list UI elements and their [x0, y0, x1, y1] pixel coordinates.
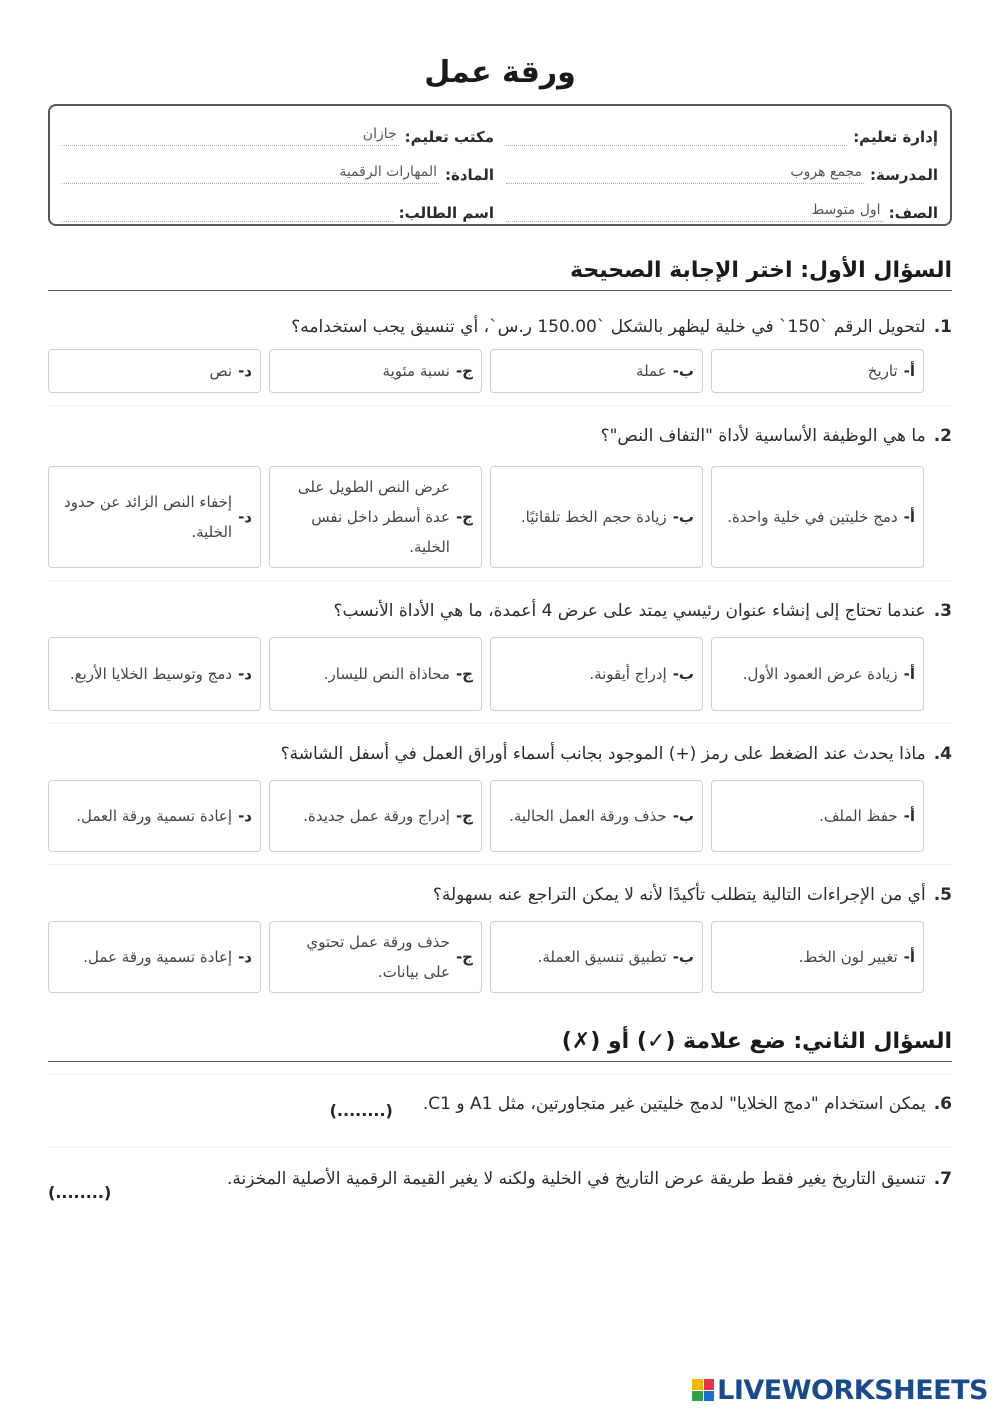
- option-b[interactable]: [490, 349, 703, 393]
- question-text: [48, 422, 952, 450]
- option-d[interactable]: [48, 921, 261, 993]
- option-text: تطبيق تنسيق العملة.: [537, 948, 667, 966]
- admin-field: [506, 114, 938, 152]
- question-5: [48, 865, 952, 1007]
- true-false-item-7: [48, 1148, 952, 1208]
- question-text: [48, 313, 952, 341]
- item-number: 7.: [933, 1169, 952, 1189]
- option-letter: ب-: [672, 508, 694, 526]
- question-stem: ماذا يحدث عند الضغط على رمز (+) الموجود بجانب أسماء أوراق العمل في أسفل الشاشة؟: [280, 744, 926, 764]
- school-input[interactable]: مجمع هروب: [506, 162, 864, 184]
- option-text: دمج خليتين في خلية واحدة.: [727, 508, 898, 526]
- option-a[interactable]: [711, 780, 924, 852]
- options-row: [48, 349, 952, 393]
- option-a[interactable]: [711, 637, 924, 711]
- option-d[interactable]: [48, 637, 261, 711]
- option-d[interactable]: [48, 780, 261, 852]
- admin-label: إدارة تعليم:: [853, 128, 938, 146]
- option-text: إخفاء النص الزائد عن حدود الخلية.: [64, 493, 233, 541]
- options-row: [48, 466, 952, 568]
- option-c[interactable]: [269, 349, 482, 393]
- option-letter: د-: [238, 508, 252, 526]
- option-c[interactable]: [269, 780, 482, 852]
- option-c[interactable]: [269, 466, 482, 568]
- answer-blank[interactable]: (........): [329, 1101, 393, 1120]
- subject-field: [62, 152, 494, 190]
- true-false-item-6: [48, 1074, 952, 1148]
- option-letter: ب-: [672, 807, 694, 825]
- option-a[interactable]: [711, 466, 924, 568]
- option-letter: أ-: [903, 362, 915, 380]
- option-letter: ج-: [455, 948, 473, 966]
- option-d[interactable]: [48, 466, 261, 568]
- question-2: [48, 406, 952, 581]
- school-field: [506, 152, 938, 190]
- student-name-input[interactable]: [62, 200, 393, 222]
- subject-label: المادة:: [444, 166, 494, 184]
- option-text: نص: [209, 362, 233, 380]
- student-name-field: [62, 190, 494, 228]
- question-4: [48, 724, 952, 865]
- option-text: زيادة عرض العمود الأول.: [742, 665, 898, 683]
- option-letter: ج-: [455, 807, 473, 825]
- option-text: حذف ورقة عمل تحتوي على بيانات.: [306, 933, 450, 981]
- option-text: تاريخ: [867, 362, 898, 380]
- option-text: محاذاة النص لليسار.: [323, 665, 450, 683]
- option-text: إعادة تسمية ورقة العمل.: [76, 807, 233, 825]
- question-3: [48, 581, 952, 724]
- option-text: عملة: [636, 362, 667, 380]
- option-letter: د-: [238, 948, 252, 966]
- option-letter: أ-: [903, 807, 915, 825]
- page-title: ورقة عمل: [424, 55, 576, 90]
- item-statement: يمكن استخدام "دمج الخلايا" لدمج خليتين غير متجاورتين، مثل A1 و C1.: [422, 1094, 926, 1114]
- option-text: عرض النص الطويل على عدة أسطر داخل نفس الخلية.: [297, 478, 450, 556]
- grade-label: الصف:: [888, 204, 938, 222]
- option-text: إدراج أيقونة.: [589, 665, 667, 683]
- option-text: إعادة تسمية ورقة عمل.: [83, 948, 233, 966]
- option-a[interactable]: [711, 349, 924, 393]
- grade-input[interactable]: اول متوسط: [506, 200, 883, 222]
- option-letter: ج-: [455, 508, 473, 526]
- option-d[interactable]: [48, 349, 261, 393]
- office-label: مكتب تعليم:: [404, 128, 494, 146]
- option-letter: أ-: [903, 948, 915, 966]
- option-b[interactable]: [490, 466, 703, 568]
- section2-title: السؤال الثاني: ضع علامة (✓) أو (✗): [48, 1025, 952, 1062]
- logo-icon: [692, 1379, 714, 1401]
- logo-text: LIVEWORKSHEETS: [717, 1374, 988, 1406]
- option-text: حذف ورقة العمل الحالية.: [509, 807, 667, 825]
- option-letter: د-: [238, 362, 252, 380]
- options-row: [48, 780, 952, 852]
- worksheet-page: [48, 0, 952, 1208]
- item-statement: تنسيق التاريخ يغير فقط طريقة عرض التاريخ في الخلية ولكنه لا يغير القيمة الرقمية الأصلية المخزنة.: [226, 1169, 926, 1189]
- option-letter: أ-: [903, 508, 915, 526]
- question-number: 1.: [933, 317, 952, 337]
- option-letter: د-: [238, 665, 252, 683]
- question-text: [48, 740, 952, 768]
- option-text: زيادة حجم الخط تلقائيًا.: [520, 508, 667, 526]
- option-a[interactable]: [711, 921, 924, 993]
- question-stem: لتحويل الرقم `150` في خلية ليظهر بالشكل `150.00 ر.س`، أي تنسيق يجب استخدامه؟: [291, 317, 926, 337]
- options-row: [48, 921, 952, 993]
- option-letter: ب-: [672, 665, 694, 683]
- options-row: [48, 637, 952, 711]
- question-number: 5.: [933, 885, 952, 905]
- answer-blank[interactable]: (........): [48, 1183, 112, 1202]
- question-text: [48, 881, 952, 909]
- subject-input[interactable]: المهارات الرقمية: [62, 162, 439, 184]
- option-c[interactable]: [269, 637, 482, 711]
- option-letter: د-: [238, 807, 252, 825]
- question-number: 2.: [933, 426, 952, 446]
- option-text: إدراج ورقة عمل جديدة.: [303, 807, 450, 825]
- option-text: نسبة مئوية: [382, 362, 450, 380]
- student-info-box: [48, 104, 952, 226]
- question-text: [48, 597, 952, 625]
- item-number: 6.: [933, 1094, 952, 1114]
- question-stem: عندما تحتاج إلى إنشاء عنوان رئيسي يمتد على عرض 4 أعمدة، ما هي الأداة الأنسب؟: [333, 601, 926, 621]
- school-label: المدرسة:: [870, 166, 938, 184]
- question-1: [48, 291, 952, 406]
- option-letter: ج-: [455, 362, 473, 380]
- office-input[interactable]: جازان: [62, 124, 399, 146]
- office-field: [62, 114, 494, 152]
- liveworksheets-logo[interactable]: [692, 1376, 988, 1404]
- option-b[interactable]: [490, 780, 703, 852]
- question-stem: ما هي الوظيفة الأساسية لأداة "التفاف النص"؟: [600, 426, 926, 446]
- option-b[interactable]: [490, 921, 703, 993]
- option-letter: أ-: [903, 665, 915, 683]
- option-letter: ب-: [672, 362, 694, 380]
- grade-field: [506, 190, 938, 228]
- option-text: تغيير لون الخط.: [798, 948, 898, 966]
- option-text: حفظ الملف.: [819, 807, 898, 825]
- option-letter: ج-: [455, 665, 473, 683]
- option-letter: ب-: [672, 948, 694, 966]
- student-name-label: اسم الطالب:: [398, 204, 494, 222]
- option-b[interactable]: [490, 637, 703, 711]
- section1-title: السؤال الأول: اختر الإجابة الصحيحة: [48, 254, 952, 291]
- admin-input[interactable]: [506, 124, 847, 146]
- question-stem: أي من الإجراءات التالية يتطلب تأكيدًا لأنه لا يمكن التراجع عنه بسهولة؟: [432, 885, 926, 905]
- option-text: دمج وتوسيط الخلايا الأربع.: [69, 665, 233, 683]
- option-c[interactable]: [269, 921, 482, 993]
- question-number: 3.: [933, 601, 952, 621]
- question-number: 4.: [933, 744, 952, 764]
